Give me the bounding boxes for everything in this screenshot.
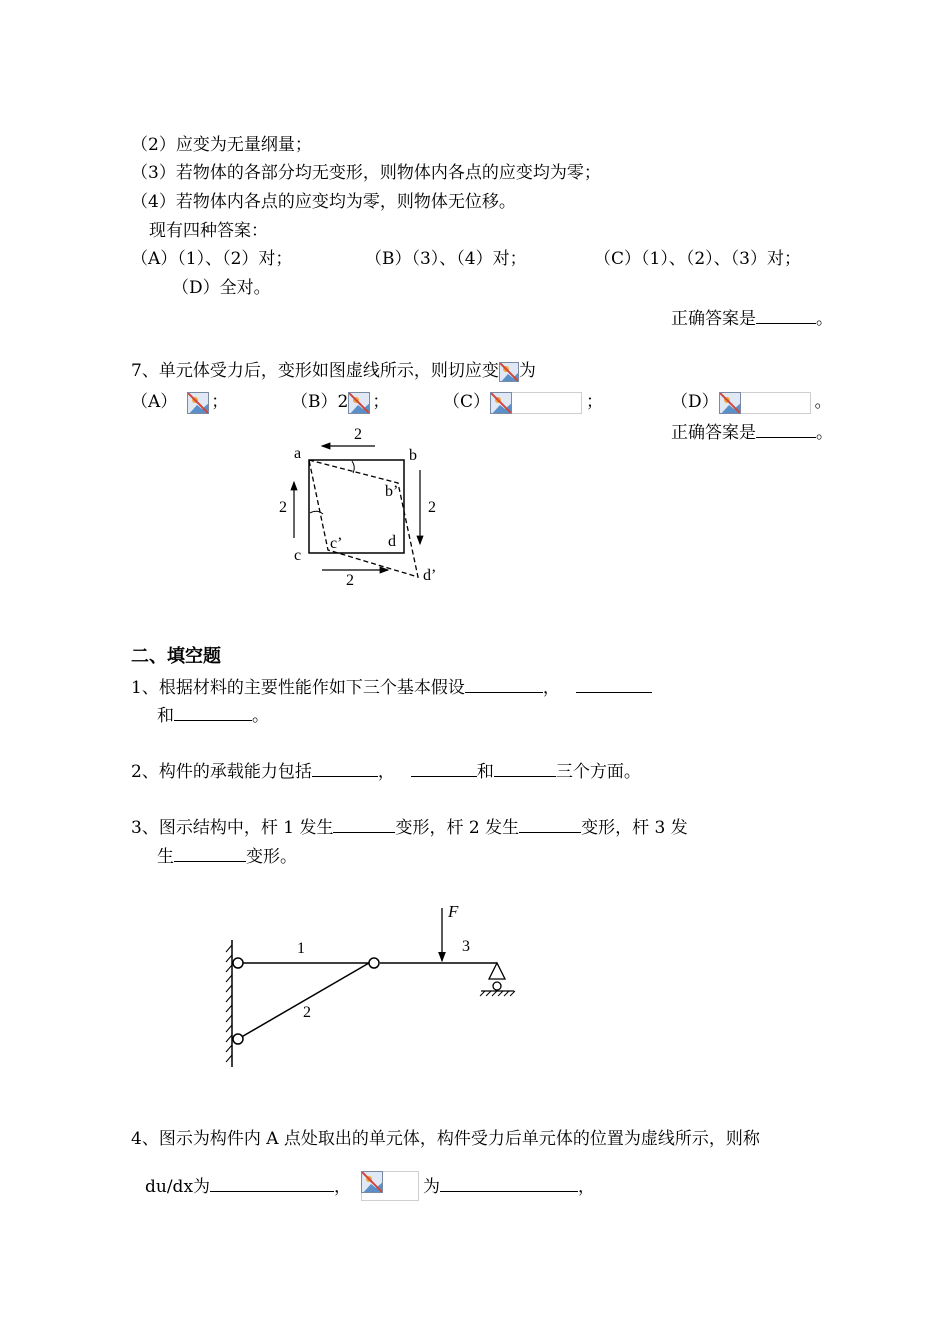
answer-label: 正确答案是: [671, 423, 756, 443]
ground-hatching: [480, 991, 515, 996]
fill-q2-end: 三个方面。: [555, 762, 641, 782]
bar-2-label: 2: [303, 1004, 311, 1021]
label-c-prime: c’: [330, 535, 343, 552]
fill-blank[interactable]: [411, 760, 477, 777]
q6-option-d: （D）全对。: [172, 278, 271, 298]
q6-answer-line: [671, 307, 833, 330]
deformed-element-outline: [309, 460, 418, 577]
q6-statement-3: （3）若物体的各部分均无变形，则物体内各点的应变均为零；: [131, 163, 601, 183]
formula-image-icon: [187, 392, 211, 414]
q3-structure-figure: [215, 895, 545, 1075]
answer-end: 。: [816, 423, 833, 443]
separator: ，: [377, 762, 395, 782]
q7-option-b: [291, 391, 389, 414]
bar-2: [238, 963, 369, 1039]
q7-option-b-end: ；: [372, 392, 390, 412]
q7-option-c: [443, 391, 603, 414]
q7-option-d: [671, 391, 832, 414]
fill-q3-text-b: 变形，杆 2 发生: [395, 818, 520, 838]
fill-blank[interactable]: [174, 845, 246, 862]
label-b: b: [409, 447, 417, 464]
q7-option-b-label: （B）: [291, 392, 338, 412]
fill-q4-wei1: 为: [193, 1177, 211, 1197]
label-c: c: [294, 547, 302, 564]
separator: ，: [542, 678, 560, 698]
fill-blank[interactable]: [494, 760, 556, 777]
hinge: [233, 958, 243, 968]
separator: ，: [334, 1177, 352, 1197]
label-a: a: [294, 445, 302, 462]
q6-option-b: （B）（3）、（4）对；: [365, 249, 527, 269]
fill-blank[interactable]: [519, 816, 581, 833]
fill-q4-du-dx: du/dx: [145, 1177, 194, 1197]
fill-blank[interactable]: [210, 1175, 334, 1192]
fill-q3-line1: [131, 816, 688, 839]
fill-q4-wei2: 为: [423, 1177, 441, 1197]
fill-q3-text-d: 生: [157, 847, 174, 867]
answer-blank[interactable]: [756, 307, 816, 324]
fill-blank[interactable]: [576, 676, 652, 693]
bar-3-label: 3: [462, 938, 470, 955]
label-d: d: [388, 533, 396, 550]
fill-q4-line2: [145, 1171, 595, 1201]
section-title: 二、填空题: [131, 646, 221, 667]
q6-option-a: （A）（1）、（2）对；: [131, 249, 293, 269]
q7-stem-post: 为: [518, 361, 536, 381]
q7-element-figure: [270, 420, 460, 590]
formula-image-icon: [719, 392, 811, 414]
label-right-value: 2: [428, 499, 436, 516]
q6-statement-4: （4）若物体内各点的应变均为零，则物体无位移。: [131, 192, 516, 212]
q7-option-b-coef: 2: [337, 392, 349, 412]
answer-label: 正确答案是: [671, 309, 756, 329]
q7-option-a: [131, 391, 228, 414]
q7-answer-line: [671, 421, 833, 444]
fill-blank[interactable]: [440, 1175, 578, 1192]
q7-option-d-label: （D）: [671, 392, 719, 412]
fill-blank[interactable]: [333, 816, 395, 833]
formula-image-icon: [490, 392, 582, 414]
fill-q1-and: 和: [157, 706, 174, 726]
label-left-value: 2: [279, 499, 287, 516]
q7-option-a-label: （A）: [131, 392, 178, 412]
q6-intro: 现有四种答案：: [149, 221, 268, 241]
q7-option-c-label: （C）: [443, 392, 491, 412]
fill-q3-text-e: 变形。: [246, 847, 297, 867]
fill-q1-end: 。: [252, 706, 269, 726]
label-d-prime: d’: [423, 567, 437, 584]
q6-option-c: （C）（1）、（2）、（3）对；: [594, 249, 801, 269]
fill-q2-and: 和: [476, 762, 494, 782]
label-b-prime: b’: [385, 483, 399, 500]
answer-end: 。: [816, 309, 833, 329]
fill-q4-end: ，: [578, 1177, 596, 1197]
fill-blank[interactable]: [312, 760, 378, 777]
roller: [493, 982, 501, 990]
fill-q1-line1: [131, 676, 652, 699]
hinge: [369, 958, 379, 968]
roller-support: [489, 963, 505, 979]
formula-image-icon: [361, 1171, 419, 1201]
label-bottom-value: 2: [346, 572, 354, 589]
label-top-value: 2: [354, 426, 362, 443]
answer-blank[interactable]: [756, 421, 816, 438]
q6-statement-2: （2）应变为无量纲量；: [131, 135, 312, 155]
bar-1-label: 1: [297, 940, 305, 957]
q7-option-c-end: ；: [586, 392, 604, 412]
formula-image-icon: [348, 392, 372, 414]
fill-q1-line2: [157, 704, 269, 727]
force-label: F: [448, 902, 459, 921]
wall-hatching: [226, 945, 232, 1062]
hinge: [233, 1034, 243, 1044]
fill-q3-line2: [157, 845, 297, 868]
fill-q2: [131, 760, 641, 783]
q7-option-d-end: 。: [814, 392, 832, 412]
q7-stem: [131, 360, 536, 382]
fill-q1-text: 1、根据材料的主要性能作如下三个基本假设: [131, 678, 465, 698]
fill-blank[interactable]: [465, 676, 543, 693]
fill-q2-text: 2、构件的承载能力包括: [131, 762, 312, 782]
q7-stem-text: 7、单元体受力后，变形如图虚线所示，则切应变: [131, 361, 499, 381]
formula-image-icon: [499, 362, 519, 382]
q7-option-a-end: ；: [211, 392, 229, 412]
fill-q3-text-a: 3、图示结构中，杆 1 发生: [131, 818, 334, 838]
fill-q4-line1: 4、图示为构件内 A 点处取出的单元体，构件受力后单元体的位置为虚线所示，则称: [131, 1129, 760, 1149]
fill-blank[interactable]: [174, 704, 252, 721]
fill-q3-text-c: 变形，杆 3 发: [581, 818, 688, 838]
